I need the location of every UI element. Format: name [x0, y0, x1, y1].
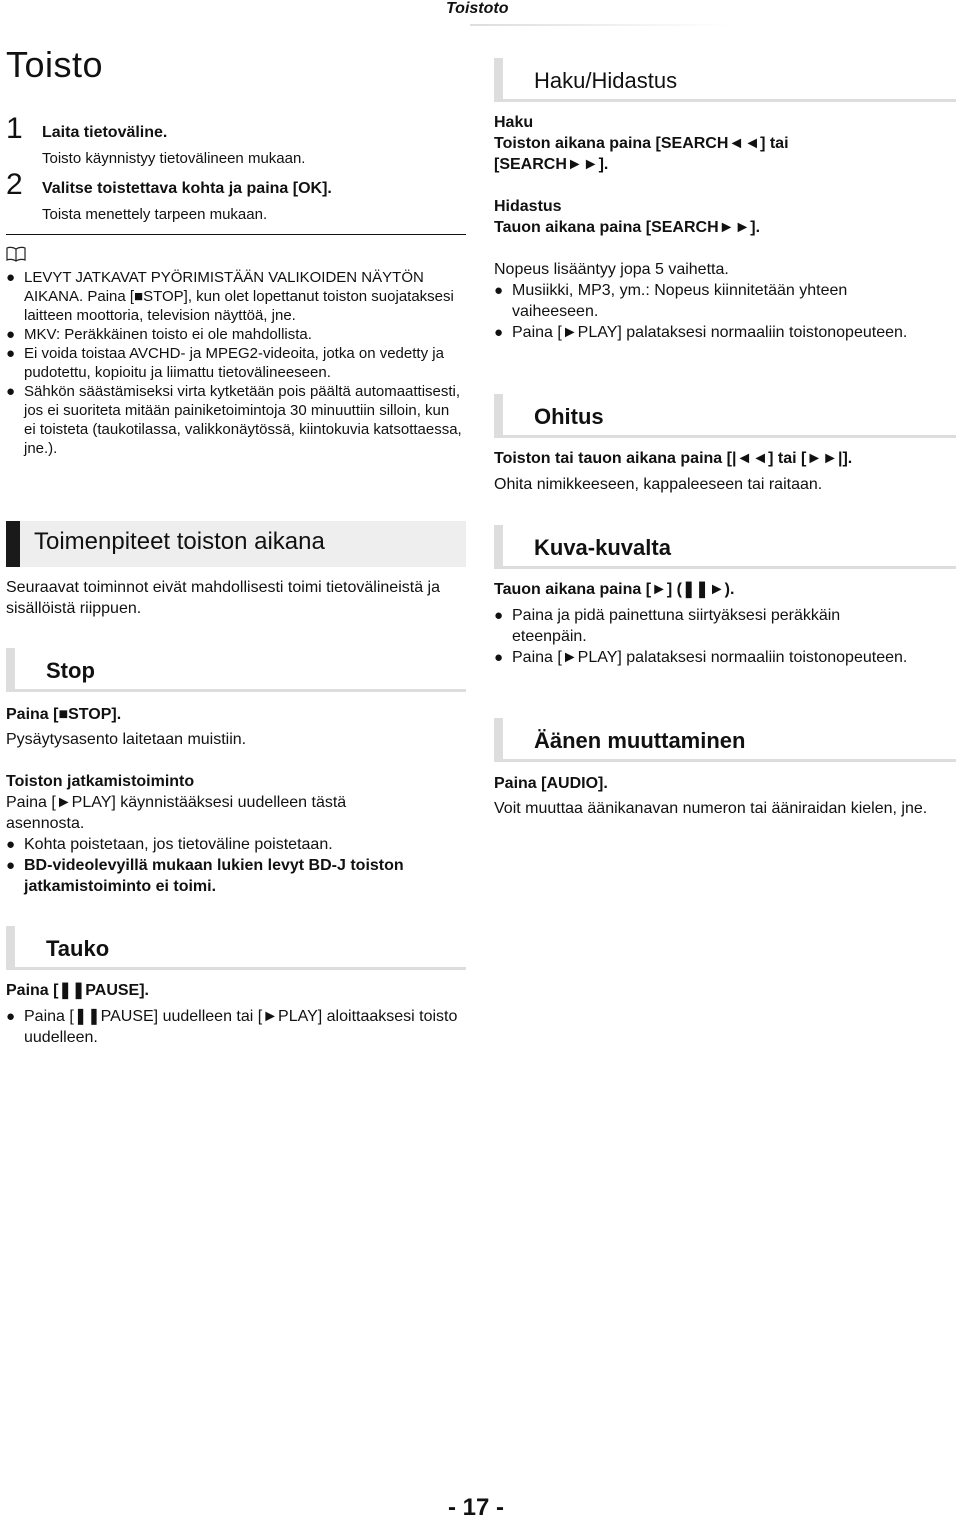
section-accent — [494, 58, 503, 102]
section-header-audio — [494, 718, 956, 762]
list-item: ● MKV: Peräkkäinen toisto ei ole mahdollista. — [6, 326, 312, 343]
skip-desc: Ohita nimikkeeseen, kappaleeseen tai raitaan. — [494, 476, 823, 493]
section-accent — [6, 521, 20, 567]
section-underline — [503, 759, 956, 762]
section-header-search — [494, 58, 956, 102]
section-title: Haku/Hidastus — [534, 68, 678, 93]
list-item: ● Musiikki, MP3, ym.: Nopeus kiinnitetään yhteen vaiheeseen. — [494, 282, 848, 320]
speed-note: Nopeus lisääntyy jopa 5 vaihetta. — [494, 261, 729, 278]
section-title: Kuva-kuvalta — [534, 535, 671, 560]
section-accent — [494, 718, 503, 762]
section-title: Ohitus — [534, 404, 604, 429]
pause-instruction: Paina [❚❚PAUSE]. — [6, 982, 149, 999]
skip-instruction: Toiston tai tauon aikana paina [|◄◄] tai [►►|]. — [494, 450, 853, 467]
hidastus-label: Hidastus — [494, 198, 562, 215]
section-header-frame — [494, 525, 956, 569]
list-item: ● BD-videolevyillä mukaan lukien levyt BD-J toiston jatkamistoiminto ei toimi. — [6, 857, 404, 895]
section-title: Stop — [46, 658, 95, 683]
section-accent — [494, 525, 503, 569]
search-bullets — [494, 280, 914, 343]
section-header-operations — [6, 521, 466, 567]
list-item: ● Paina [►PLAY] palataksesi normaaliin toistonopeuteen. — [494, 649, 908, 666]
running-header: Toistoto — [446, 0, 509, 17]
section-title: Äänen muuttaminen — [534, 728, 746, 753]
list-item: ● Ei voida toistaa AVCHD- ja MPEG2-videoita, jotka on vedetty ja pudotettu, kopioitu ja liimattu tietovälineeseen. — [6, 345, 444, 381]
divider — [6, 234, 466, 235]
section-underline — [503, 566, 956, 569]
frame-instruction: Tauon aikana paina [►] (❚❚►). — [494, 581, 735, 598]
stop-bullets — [6, 834, 466, 897]
list-item: ● Paina [❚❚PAUSE] uudelleen tai [►PLAY] aloittaaksesi toisto uudelleen. — [6, 1008, 458, 1046]
header-rule — [470, 24, 730, 26]
frame-bullets — [494, 605, 914, 668]
book-icon — [6, 246, 26, 267]
haku-instruction: Toiston aikana paina [SEARCH◄◄] tai [SEARCH►►]. — [494, 135, 789, 173]
step-title: Valitse toistettava kohta ja paina [OK]. — [42, 180, 332, 197]
section-header-skip — [494, 394, 956, 438]
step-number: 2 — [6, 168, 23, 201]
list-item: ● LEVYT JATKAVAT PYÖRIMISTÄÄN VALIKOIDEN NÄYTÖN AIKANA. Paina [■STOP], kun olet lopettanut toiston suojataksesi laitteen moottoria, television näyttöä, jne. — [6, 269, 454, 324]
section-underline — [15, 967, 466, 970]
operations-intro: Seuraavat toiminnot eivät mahdollisesti toimi tietovälineistä ja sisällöistä riippuen. — [6, 579, 440, 617]
resume-desc: Paina [►PLAY] käynnistääksesi uudelleen tästä asennosta. — [6, 794, 347, 832]
section-accent — [6, 648, 15, 692]
list-item: ● Paina ja pidä painettuna siirtyäksesi peräkkäin eteenpäin. — [494, 607, 841, 645]
list-item: ● Sähkön säästämiseksi virta kytketään pois päältä automaattisesti, jos ei suoriteta mitään painiketoimintoja 30 minuuttiin silloin, kun ei toisteta (taukotilassa, valikkonäytössä, kiintokuvia katsottaessa, jne.). — [6, 383, 462, 457]
step-desc: Toista menettely tarpeen mukaan. — [42, 206, 268, 223]
audio-instruction: Paina [AUDIO]. — [494, 775, 608, 792]
page-title: Toisto — [6, 44, 104, 85]
list-item: ● Paina [►PLAY] palataksesi normaaliin toistonopeuteen. — [494, 324, 908, 341]
resume-title: Toiston jatkamistoiminto — [6, 773, 195, 790]
list-item: ● Kohta poistetaan, jos tietoväline poistetaan. — [6, 836, 333, 853]
section-title: Toimenpiteet toiston aikana — [34, 528, 325, 555]
note-list — [6, 268, 464, 458]
hidastus-instruction: Tauon aikana paina [SEARCH►►]. — [494, 219, 761, 236]
section-header-pause — [6, 926, 466, 970]
step-desc: Toisto käynnistyy tietovälineen mukaan. — [42, 150, 306, 167]
section-accent — [494, 394, 503, 438]
stop-instruction: Paina [■STOP]. — [6, 706, 122, 723]
section-title: Tauko — [46, 936, 110, 961]
haku-label: Haku — [494, 114, 534, 131]
section-accent — [6, 926, 15, 970]
page-number: - 17 - — [448, 1494, 505, 1521]
pause-bullets — [6, 1006, 466, 1048]
section-underline — [15, 689, 466, 692]
step-title: Laita tietoväline. — [42, 124, 168, 141]
audio-desc: Voit muuttaa äänikanavan numeron tai ääniraidan kielen, jne. — [494, 800, 928, 817]
section-header-stop — [6, 648, 466, 692]
step-number: 1 — [6, 112, 23, 145]
section-underline — [503, 99, 956, 102]
stop-desc: Pysäytysasento laitetaan muistiin. — [6, 731, 247, 748]
section-underline — [503, 435, 956, 438]
